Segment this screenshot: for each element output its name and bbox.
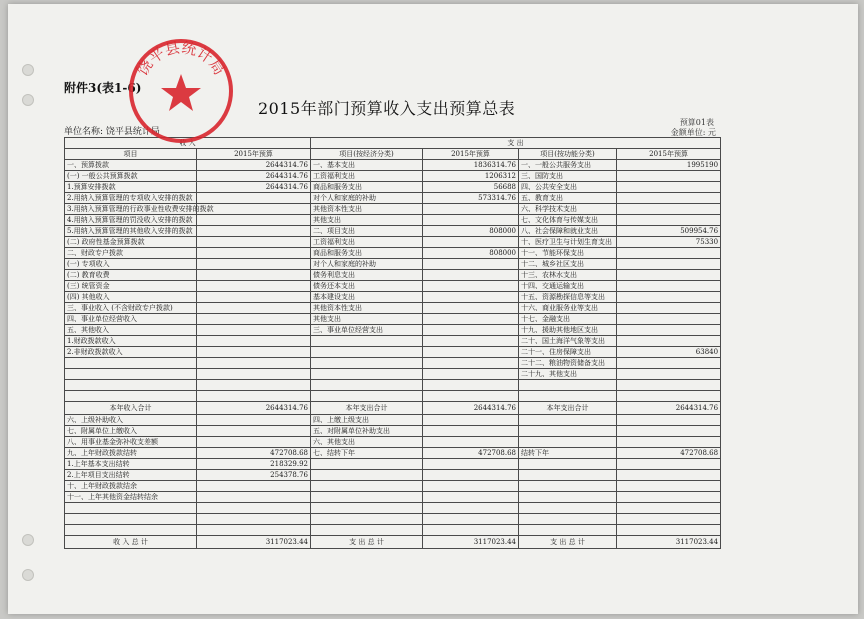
table-cell: 1.上年基本支出结转 [65,459,197,470]
table-cell [311,347,423,358]
table-row [65,171,721,182]
table-cell: 基本建设支出 [311,292,423,303]
table-cell [197,292,311,303]
table-row [65,259,721,270]
table-cell [311,459,423,470]
table-cell: 3117023.44 [617,536,721,549]
table-cell [617,459,721,470]
table-cell: 3.用纳入预算管理的行政事业性收费安排的拨款 [65,204,197,215]
table-cell: 二十九、其他支出 [519,369,617,380]
table-cell: 十一、上年其他资金结转结余 [65,492,197,503]
table-cell [519,514,617,525]
table-cell: 一、预算拨款 [65,160,197,171]
table-cell [617,270,721,281]
table-row [65,160,721,171]
table-cell: 其他支出 [311,215,423,226]
table-cell: 十一、节能环保支出 [519,248,617,259]
table-cell [617,470,721,481]
table-cell: 结转下年 [519,448,617,459]
table-cell [617,193,721,204]
table-cell: 63840 [617,347,721,358]
table-row [65,459,721,470]
table-cell [197,281,311,292]
table-cell: 254378.76 [197,470,311,481]
table-cell: 十五、资源勘探信息等支出 [519,292,617,303]
table-cell [197,303,311,314]
table-cell: 二十、国土海洋气象等支出 [519,336,617,347]
table-cell [65,369,197,380]
table-cell: 三、事业收入 (不含财政专户拨款) [65,303,197,314]
table-cell: (四) 其他收入 [65,292,197,303]
table-cell [311,380,423,391]
table-cell [311,470,423,481]
table-cell: 1206312 [423,171,519,182]
table-cell: 本年支出合计 [311,402,423,415]
table-cell: 对个人和家庭的补助 [311,193,423,204]
table-cell [197,426,311,437]
table-cell [423,459,519,470]
table-cell [65,358,197,369]
table-cell: 十六、商业服务业等支出 [519,303,617,314]
table-cell [197,226,311,237]
table-row [65,281,721,292]
table-row [65,303,721,314]
table-cell [519,380,617,391]
table-cell: 1.财政拨款收入 [65,336,197,347]
page-title: 2015年部门预算收入支出预算总表 [258,99,516,118]
table-cell [423,325,519,336]
table-cell [519,492,617,503]
table-cell [423,281,519,292]
table-cell: 八、社会保障和就业支出 [519,226,617,237]
table-cell: 十二、城乡社区支出 [519,259,617,270]
table-cell [617,303,721,314]
table-row [65,437,721,448]
table-cell: 5.用纳入预算管理的其他收入安排的拨款 [65,226,197,237]
table-cell [197,237,311,248]
budget-table [64,137,721,549]
table-cell: 支 出 总 计 [311,536,423,549]
table-cell: 一、一般公共服务支出 [519,160,617,171]
table-cell [423,303,519,314]
table-row [65,402,721,415]
table-subheader-row [65,149,721,160]
table-cell: 573314.76 [423,193,519,204]
table-cell [311,369,423,380]
table-cell: 其他资本性支出 [311,204,423,215]
table-cell: 四、公共安全支出 [519,182,617,193]
table-cell [519,415,617,426]
table-cell: 4.用纳入预算管理的罚没收入安排的拨款 [65,215,197,226]
table-cell [519,525,617,536]
table-cell [197,481,311,492]
table-row [65,226,721,237]
table-cell [423,503,519,514]
table-cell [617,437,721,448]
table-cell [423,358,519,369]
table-cell: 2644314.76 [197,160,311,171]
table-cell [65,380,197,391]
table-cell [197,391,311,402]
table-cell: 808000 [423,248,519,259]
col-item-func-header: 项目(按功能分类) [519,149,617,160]
table-cell [197,336,311,347]
table-cell [311,525,423,536]
table-cell [423,336,519,347]
table-row [65,347,721,358]
table-cell: 四、事业单位经营收入 [65,314,197,325]
table-cell: 2644314.76 [423,402,519,415]
table-cell [197,248,311,259]
table-cell: 五、其他收入 [65,325,197,336]
table-row [65,369,721,380]
table-cell: 1.预算安排拨款 [65,182,197,193]
table-cell [617,292,721,303]
table-row [65,536,721,549]
col-budget-header-2: 2015年预算 [423,149,519,160]
table-cell [423,259,519,270]
table-cell [423,437,519,448]
table-cell: 十七、金融支出 [519,314,617,325]
table-row [65,314,721,325]
table-cell: 1995190 [617,160,721,171]
table-cell [423,391,519,402]
table-cell [617,369,721,380]
table-row [65,470,721,481]
table-cell: 工资福利支出 [311,171,423,182]
unit-name: 单位名称: 饶平县统计局 [64,127,160,137]
table-cell: 2.非财政拨款收入 [65,347,197,358]
table-cell [617,325,721,336]
table-cell [423,314,519,325]
table-cell [423,481,519,492]
table-cell [617,336,721,347]
table-cell: 商品和服务支出 [311,182,423,193]
table-cell [423,369,519,380]
table-cell [617,314,721,325]
binder-holes [22,64,42,604]
table-cell: 其他支出 [311,314,423,325]
table-cell: 七、结转下年 [311,448,423,459]
table-cell [311,336,423,347]
table-row [65,415,721,426]
table-cell [617,171,721,182]
table-row [65,525,721,536]
table-cell: 2.上年项目支出结转 [65,470,197,481]
table-cell: 六、科学技术支出 [519,204,617,215]
attachment-label: 附件3(表1-6) [64,81,142,95]
table-cell: (三) 统管资金 [65,281,197,292]
table-row [65,270,721,281]
table-cell [617,259,721,270]
table-row [65,358,721,369]
col-item-econ-header: 项目(按经济分类) [311,149,423,160]
table-cell: 七、文化体育与传媒支出 [519,215,617,226]
table-row [65,503,721,514]
table-cell [423,525,519,536]
seal-star-icon [161,74,201,111]
table-cell: 五、对附属单位补助支出 [311,426,423,437]
table-cell [617,380,721,391]
table-cell: 2644314.76 [197,402,311,415]
table-cell [617,514,721,525]
table-cell [197,215,311,226]
table-cell: 二十二、粮油物资储备支出 [519,358,617,369]
table-cell: 2644314.76 [617,402,721,415]
table-cell [197,514,311,525]
table-cell [617,481,721,492]
table-cell: 218329.92 [197,459,311,470]
table-cell [197,259,311,270]
table-cell [423,237,519,248]
table-cell [197,525,311,536]
table-cell: 75330 [617,237,721,248]
table-cell [423,347,519,358]
table-cell [423,492,519,503]
table-cell: 十三、农林水支出 [519,270,617,281]
official-seal [126,36,236,146]
col-item-header: 项目 [65,149,197,160]
table-cell [197,325,311,336]
table-cell [311,514,423,525]
table-cell: 808000 [423,226,519,237]
table-cell [617,426,721,437]
table-row [65,481,721,492]
money-unit: 金额单位: 元 [670,128,716,137]
table-cell [519,470,617,481]
table-cell [65,525,197,536]
table-cell [617,204,721,215]
table-cell: 三、事业单位经营支出 [311,325,423,336]
income-header: 收 入 [65,138,311,149]
table-row [65,237,721,248]
table-cell [423,415,519,426]
table-row [65,426,721,437]
table-cell [311,503,423,514]
table-cell: 三、国防支出 [519,171,617,182]
table-cell [197,503,311,514]
table-row [65,182,721,193]
table-row [65,204,721,215]
table-cell: 2644314.76 [197,171,311,182]
table-cell: 472708.68 [617,448,721,459]
table-cell [617,503,721,514]
table-row [65,215,721,226]
table-cell: 工资福利支出 [311,237,423,248]
table-cell: 八、用事业基金弥补收支差额 [65,437,197,448]
table-cell [65,514,197,525]
table-row [65,514,721,525]
table-cell [617,281,721,292]
table-cell [617,391,721,402]
table-cell: 商品和服务支出 [311,248,423,259]
table-cell: 本年收入合计 [65,402,197,415]
table-cell: 509954.76 [617,226,721,237]
table-cell [519,437,617,448]
table-cell [617,525,721,536]
table-cell [519,481,617,492]
table-cell: 3117023.44 [197,536,311,549]
table-cell [519,459,617,470]
table-cell: 其他资本性支出 [311,303,423,314]
table-cell: 债务还本支出 [311,281,423,292]
expense-header: 支 出 [311,138,721,149]
table-row [65,492,721,503]
table-cell: 十、医疗卫生与计划生育支出 [519,237,617,248]
table-cell: 债务利息支出 [311,270,423,281]
table-row [65,193,721,204]
table-cell [423,514,519,525]
table-cell: 四、上缴上级支出 [311,415,423,426]
table-cell [423,426,519,437]
table-cell [197,270,311,281]
table-cell [423,204,519,215]
table-row [65,336,721,347]
table-cell [197,437,311,448]
svg-text:饶平县统计局: 饶平县统计局 [133,38,229,79]
table-cell [197,415,311,426]
table-cell [423,292,519,303]
table-cell: 五、教育支出 [519,193,617,204]
table-cell: 支 出 总 计 [519,536,617,549]
table-cell [423,380,519,391]
table-cell [311,492,423,503]
table-cell [617,182,721,193]
table-cell: 六、其他支出 [311,437,423,448]
table-cell [197,314,311,325]
table-cell: (二) 政府性基金预算拨款 [65,237,197,248]
table-cell [617,492,721,503]
table-cell: 九、上年财政拨款结转 [65,448,197,459]
table-cell [311,391,423,402]
table-cell: 十、上年财政拨款结余 [65,481,197,492]
table-cell: (一) 专项收入 [65,259,197,270]
table-cell: 二十一、住房保障支出 [519,347,617,358]
table-cell: 472708.68 [423,448,519,459]
table-cell [65,391,197,402]
form-number: 预算01表 [679,118,714,127]
table-row [65,292,721,303]
table-cell [311,481,423,492]
table-cell: 对个人和家庭的补助 [311,259,423,270]
table-row [65,448,721,459]
table-cell: 472708.68 [197,448,311,459]
table-cell [197,193,311,204]
table-cell: 2644314.76 [197,182,311,193]
table-cell: (二) 教育收费 [65,270,197,281]
table-cell: 56688 [423,182,519,193]
table-cell: 收 入 总 计 [65,536,197,549]
table-cell: 3117023.44 [423,536,519,549]
table-row [65,325,721,336]
table-cell [423,470,519,481]
table-cell: 二、财政专户拨款 [65,248,197,259]
table-cell: (一) 一般公共预算拨款 [65,171,197,182]
table-cell [617,358,721,369]
table-cell: 1836314.76 [423,160,519,171]
table-cell: 十九、援助其他地区支出 [519,325,617,336]
table-cell [617,248,721,259]
table-cell [197,358,311,369]
table-cell: 本年支出合计 [519,402,617,415]
table-cell: 二、项目支出 [311,226,423,237]
table-cell [519,503,617,514]
table-cell [519,391,617,402]
table-cell [197,380,311,391]
table-cell [65,503,197,514]
table-cell: 2.用纳入预算管理的专项收入安排的拨款 [65,193,197,204]
table-row [65,248,721,259]
table-row [65,380,721,391]
table-cell: 七、附属单位上缴收入 [65,426,197,437]
table-cell [617,215,721,226]
table-cell [519,426,617,437]
table-row [65,391,721,402]
col-budget-header-3: 2015年预算 [617,149,721,160]
table-cell: 六、上级补助收入 [65,415,197,426]
table-cell: 十四、交通运输支出 [519,281,617,292]
table-cell [423,215,519,226]
table-cell: 一、基本支出 [311,160,423,171]
table-cell [197,369,311,380]
table-cell [197,347,311,358]
table-cell [311,358,423,369]
col-budget-header: 2015年预算 [197,149,311,160]
table-cell [617,415,721,426]
table-cell [197,492,311,503]
table-cell [423,270,519,281]
